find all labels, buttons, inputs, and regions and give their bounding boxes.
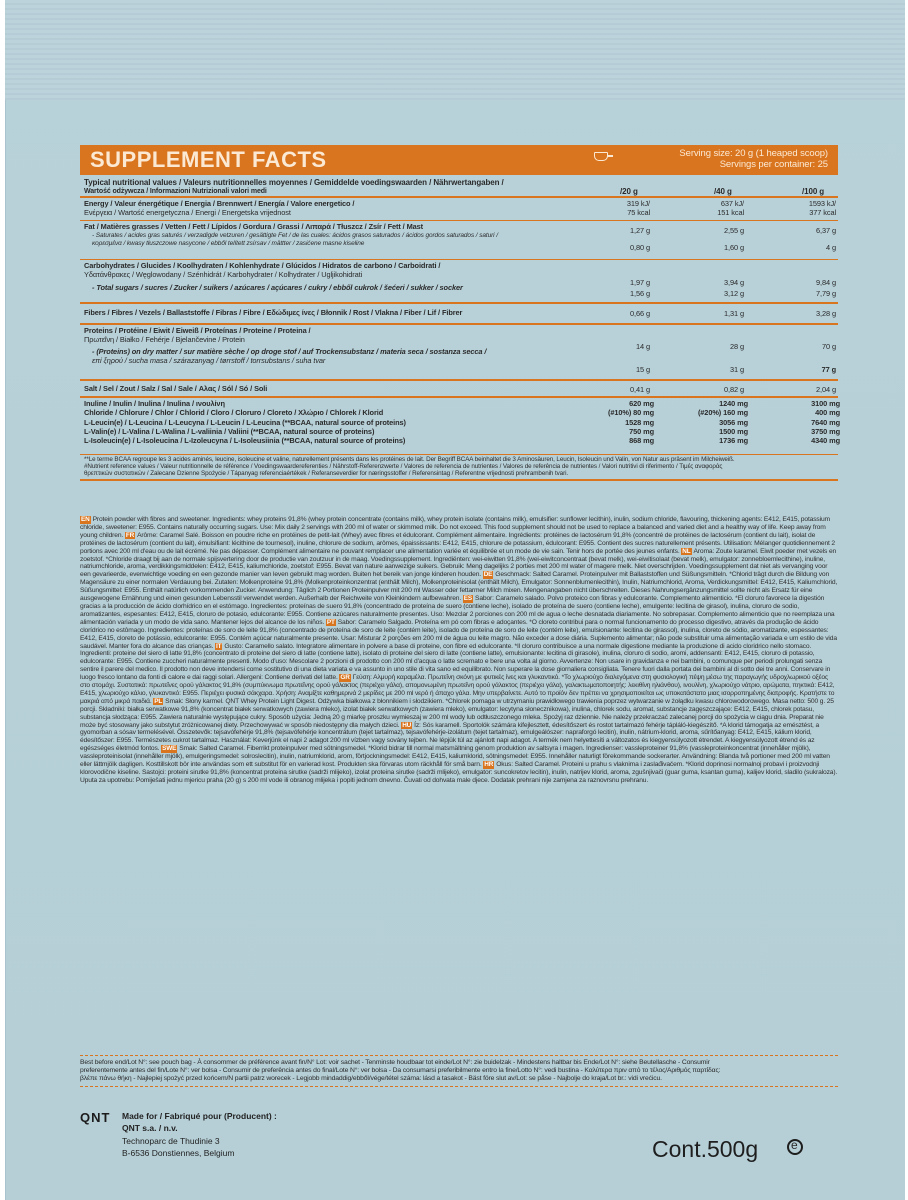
nutrient-row-energy: Energy / Valeur énergétique / Energia / Brennwert / Energía / Valore energetico / Ενέργεια / Wartość energetyczna / Energi / Energetska vrijednost 319 kJ/ 637 kJ/ 1593 kJ/ 75 kcal 151 kcal 377 kcal [84, 199, 836, 218]
nutrient-row-fat: Fat / Matières grasses / Vetten / Fett / Lípidos / Gordura / Grassi / Λιπαρά / Tłuszcz / Zsír / Fett / Mast 1,27 g 2,55 g 6,37 g - Saturates / acides gras saturés / verzadigde vetzuren / gesättigte Fet / de las cuales: ácidos grasos saturados / ácidos gordos saturados / saturi / κορεσμένα / kwasy tłuszczowe nasycone / ebből telített zsírsav / mättter / zasićene masne kiseline 0,80 g 1,60 g 4 g [84, 222, 836, 252]
scoop-icon [594, 152, 608, 161]
row-isoleucine: L-Isoleucin(e) / L-Isoleucina / L-Izoleucyna / L-Isoleusiinia (**BCAA, natural source of proteins) 868 mg 1736 mg 4340 mg [84, 436, 840, 446]
amino-acid-rows [80, 398, 838, 454]
column-header-40g: /40 g [714, 187, 732, 196]
best-before-block: Best before end/Lot N°: see pouch bag - À consommer de préférence avant fin/N° Lot: voir sachet - Tenminste houdbaar tot einde/Lot N°: zie buidelzak - Mindestens haltbar bis Ende/Lot N°: siehe Beutellasche - Consumir preferentemente antes del fin/Lote N°: ver bolsa - Consumir de preferência antes do final/Lote N°: ver bolsa - Da consumarsi preferibilmente entro la fine/Lotto N°: vedi bustina - Καλύτερα πριν από το τέλος/Αριθμός παρτίδας: βλέπε πάνω θήκη - Najlepiej spożyć przed końcem/N partii patrz worecek - Legjobb mindaddig/ebből/vége/tétel száma: lásd a tasakot - Bäst före slut av/Lot: se påse - Najbolje do kraja/Lot br.: vidi vrećicu. [80, 1052, 838, 1090]
manufacturer-info: Made for / Fabriqué pour (Producent) : QNT s.a. / n.v. Technoparc de Thudinie 3 B-6536 Donstiennes, Belgium [122, 1111, 277, 1158]
nutrient-row-fibers: Fibers / Fibres / Vezels / Ballaststoffe / Fibras / Fibre / Εδώδιμες ίνες / Błonnik / Rost / Vlakna / Fiber / Lif / Fibrer 0,66 g 1,31 g 3,28 g [84, 308, 836, 318]
facts-subtitle [80, 175, 838, 196]
servings-per-container: Servings per container: 25 [719, 158, 828, 170]
nutrient-row-protein: Proteins / Protéine / Eiwit / Eiweiß / Proteínas / Proteine / Proteina / Πρωτεΐνη / Białko / Fehérje / Bjelančevine / Protein 14 g 28 g 70 g - (Proteins) on dry matter / sur matière sèche / op droge stof / auf Trockensubstanz / materia seca / sostanza secca / επί ξηρού / sucha masa / szárazanyag / tørrstoff / torrsubstans / suha tvar 15 g 31 g 77 g [84, 326, 836, 374]
divider [80, 479, 838, 481]
subtitle-line: Wartość odżywcza / Informazioni Nutrizionali valori medi [84, 187, 267, 195]
brand-logo: QNT [80, 1110, 111, 1125]
facts-title: SUPPLEMENT FACTS [90, 147, 327, 172]
supplement-facts-panel [80, 145, 838, 507]
footnotes: **Le terme BCAA regroupe les 3 acides aminés, leucine, isoleucine et valine, naturellement présents dans les protéines de lait. Der Begriff BCAA beinhaltet die 3 Aminosäuren, Leucin, Isoleucin und Valin, von Natur aus präsent im Milcheiweiß. #Nutrient reference values / Valeur nutritionnelle de référence / Voedingswaardereferenties / Nährstoff-Referenzwerte / Valores de referencia de nutrientes / Valores de referência de nutrientes / Valori nutritivi di riferimento / Τιμές αναφοράς θρεπτικών συστατικών / Zalecane Dzienne Spożycie / Tápanyag referenciaértékek / Referanseverdier for næringsstoffer / Referensintag / Referentne vrijednosti prehrambenih tvari. [84, 456, 735, 478]
facts-header [80, 145, 838, 175]
column-header-20g: /20 g [620, 187, 638, 196]
divider [80, 1086, 838, 1087]
row-inulin: Inuline / Inulin / Inulina / Inulina / ινουλίνη 620 mg 1240 mg 3100 mg [84, 399, 840, 408]
nutrient-row-salt: Salt / Sel / Zout / Salz / Sal / Sale / Αλας / Sól / Só / Soli 0,41 g 0,82 g 2,04 g [84, 384, 836, 394]
row-chloride: Chloride / Chlorure / Chlor / Chlorid / Cloro / Cloruro / Cloreto / Χλώριο / Chlorek / Klorid (#10%) 80 mg (#20%) 160 mg 400 mg [84, 408, 840, 418]
divider [80, 1055, 838, 1056]
ingredients-block [80, 516, 838, 785]
subtitle-line: Typical nutritional values / Valeurs nutritionnelles moyennes / Gemiddelde voedingswaarden / Nährwertangaben / [84, 178, 504, 187]
row-valine: L-Valin(e) / L-Valina / L-Walina / L-valiinia / Valiini (**BCAA, natural source of proteins) 750 mg 1500 mg 3750 mg [84, 426, 840, 436]
serving-size: Serving size: 20 g (1 heaped scoop) [679, 148, 828, 159]
serving-info [679, 149, 828, 171]
ingredients-paragraph: EN Protein powder with fibres and sweetener. Ingredients: whey proteins 91,8% (whey protein concentrate (contains milk), whey protein isolate (contains milk), emulsifier: sunflower lecithin), inulin, sodium chloride, flavouring, thickening agents: E412, E415, potassium chloride, sweetener: E955. Contains naturally occurring sugars. Use: Mix daily 2 servings with 200 ml of water or skimmed milk. Do not exceed. This food supplement should not be used to replace a balanced and varied diet and a healthy way of life. Keep away from young children. FR Arôme: Caramel Salé. Boisson en poudre riche en protéines de petit-lait (Whey) avec fibres et édulcorant. Complément alimentaire. Ingrédients: protéines de lactosérum 91,8% (concentré de protéines de lactosérum (contient du lait), isolat de protéines de lactosérum (contient du lait), émulsifiant: lécithine de tournesol), inuline, chlorure de sodium, arômes, épaississants: E412, E415, chlorure de potassium, édulcorant: E955. Contient des sucres naturellement présents. Utilisation: Mélanger quotidiennement 2 portions avec 200 ml d'eau ou de lait écrémé. Ne pas dépasser. Complément alimentaire ne pouvant remplacer une alimentation variée et équilibrée et un mode de vie sain. Tenir hors de portée des jeunes enfants. NL Aroma: Zoute karamel. Eiwit poeder met vezels en zoetstof. *Chloride draagt bij aan de normale spijsvertering door de productie van zoutzuur in de maag. Voedingssupplement. Ingrediënten: wei-eiwitten 91,8% (wei-eiwitconcentraat (bevat melk), wei-eiwitisolaat (bevat melk), emulgator: zonnebloemlecithine), inuline, natriumchloride, aroma, verdikkingsmiddelen: E412, E415, kaliumchloride, zoetstof: E955. Bevat van nature aanwezige suikers. Gebruik: Meng dagelijks 2 porties met 200 ml water of magere melk. Niet overschrijden. Voedingssupplement dat niet als vervanging voor een gevarieerde, evenwichtige voeding en een gezonde manier van leven gebruikt mag worden. Buiten het bereik van jonge kinderen houden. DE Geschmack: Salted Caramel. Proteinpulver mit Ballaststoffen und Süßungsmitteln. *Chlorid trägt durch die Bildung von Magensäure zu einer normalen Verdauung bei. Zutaten: Molkenproteine 91,8% (Molkenproteinkonzentrat (enthält Milch), Molkenproteinisolat (enthält Milch), Emulgator: Sonnenblumenlecithin), Inulin, Natriumchlorid, Aroma, Verdickungsmittel: E412, E415, Kaliumchlorid, Süßungsmittel: E955. Enthält natürlich vorkommenden Zucker. Anwendung: Täglich 2 Portionen Proteinpulver mit 200 ml Wasser oder fettarmer Milch mixen. Mengenangaben nicht überschreiten. Dieses Nahrungsergänzungsmittel sollte nicht als Ersatz für eine ausgewogene Ernährung und einen gesunden Lebensstil verwendet werden. Außerhalb der Reichweite von Kleinkindern aufbewahren. ES Sabor: Caramelo salado. Polvo proteico con fibras y edulcorante. Complemento alimenticio. *El cloruro favorece la digestión gracias a la producción de ácido clorhídrico en el estómago. Ingredientes: proteínas de suero 91,8% (concentrado de proteína de suero (contiene leche), isolado de proteína de suero (contiene leche), emulgente: lecitina de girasol), inulina, cloruro de sodio, aromatizantes, espesantes: E412, E415, cloruro de potasio, edulcorante: E955. Contiene azúcares naturalmente presentes. Uso: Mezclar 2 porciones con 200 ml de agua o leche desnatada diariamente. No sobrepasar. Complemento alimenticio que no reemplaza una alimentación variada y un modo de vida sano. Mantener lejos del alcance de los niños. PT Sabor: Caramelo Salgado. Proteína em pó com fibras e adoçantes. *O cloreto contribui para o normal funcionamento do processo digestivo, através da produção de ácido clorídrico no estômago. Ingredientes: proteínas de soro de leite 91,8% (concentrado de proteína de soro de leite (contém leite), isolado de proteína de soro de leite (contém leite), emulsionante: lecitina de girassol), inulina, cloreto de sódio, aromatizante, espessantes: E412, E415, cloreto de potássio, edulcorante: E955. Contém açúcar naturalmente presente. Usar: Misturar 2 porções em 200 ml de água ou leite magro. Não exceder a dose diária. Suplemento alimentar; não pode substituir uma alimentação variada e um estilo de vida saudável. Manter fora do alcance das crianças. IT Gusto: Caramello salato. Integratore alimentare in polvere a base di proteine, con fibre ed edulcorante. *Il cloruro contribuisce a una normale digestione mediante la produzione di acido cloridrico nello stomaco. Ingredienti: proteine del siero di latte 91,8% (concentrato di proteine del siero di latte (contiene latte), isolato di proteine del siero di latte (contiene latte), emulsionante: lecitina di girasole), inulina, cloruro di sodio, aromi, addensanti: E412, E415, cloruro di potassio, edulcorante: E955. Contiene zuccheri naturalmente presenti. Modo d'uso: Mescolare 2 porzioni di prodotto con 200 ml d'acqua o latte scremato e bere una volta al giorno. Avvertenze: Non usare in gravidanza e nei bambini, o comunque per periodi prolungati senza sentire il parere del medico. Il prodotto non deve intendersi come sostitutivo di una dieta variata e va assunto in uno stile di vita sano ed equilibrato. Non superare la dose giornaliera consigliata. Tenere fuori dalla portata dei bambini al di sotto dei tre anni. Conservare in luogo fresco lontano da fonti di calore e dai raggi solari. Allergeni: Contiene derivati del latte. GR Γεύση: Αλμυρή καραμέλα. Πρωτεΐνη σκόνη με φυτικές ίνες και γλυκαντικό. *Το χλωριούχο διαλεγόμενα στη φυσιολογική πέψη μέσω της παραγωγής υδροχλωρικού οξέος στο στομάχι. Συστατικά: πρωτεΐνες ορού γάλακτος 91,8% (συμπύκνωμα πρωτεΐνης ορού γάλακτος (περιέχει γάλα), απομονωμένη πρωτεΐνη ορού γάλακτος (περιέχει γάλα), γαλακτωματοποιητής: λεκιθίνη ηλιάνθου), ινουλίνη, χλωριούχο νάτριο, αρώματα, πηκτικά: E412, E415, χλωριούχο κάλιο, γλυκαντικό: E955. Περιέχει φυσικά σάκχαρα. Χρήση: Αναμίξτε καθημερινά 2 μερίδες με 200 ml νερό ή άπαχο γάλα. Μην υπερβαίνετε. Αυτό το προϊόν δεν πρέπει να χρησιμοποιείται ως υποκατάστατο μιας ισορροπημένης διατροφής. Κρατήστε το μακριά από μικρά παιδιά. PL Smak: Słony karmel. QNT Whey Protein Light Digest. Odżywka białkowa z błonnikiem i słodzikiem. *Chlorek pomaga w utrzymaniu prawidłowego trawienia poprzez wytwarzanie w żołądku kwasu chlorowodorowego. Masa netto: 500 g. 25 porcji. Składniki: białka serwatkowe 91,8% (koncentrat białek serwatkowych (zawiera mleko), izolat białek serwatkowych (zawiera mleko), emulgator: lecytyna słonecznikowa), inulina, chlorek sodu, aromat, substancje zagęszczające: E412, E415, chlorek potasu, substancja słodząca: E955. Zawiera naturalnie występujące cukry. Sposób użycia: Jedną 20 g miarkę proszku wymieszaj w 200 ml wody lub odtłuszczonego mleka. Spożyj raz dziennie. Nie należy przekraczać zalecanej porcji do spożycia w ciągu dnia. Preparat nie może być stosowany jako substytut zróżnicowanej diety. Przechowywać w sposób niedostępny dla małych dzieci. HU Íz: Sós karamell. Sportolók számára kifejlesztett, édesítőszert és rostot tartalmazó fehérje tápláló-kiegészítő. *A klorid támogatja az emésztést, a gyomorban a sósav termelésével. Összetevők: tejsavófehérje 91,8% (tejsavófehérje koncentrátum (tejet tartalmaz), tejsavófehérje-izolátum (tejet tartalmaz), emulgeálószer: napraforgó lecitin), inulin, nátrium-klorid, aroma, sűrítőanyag: E412, E415, kálium klorid, édesítőszer: E955. Természetes cukrot tartalmaz. Használat: Keverjünk el napi 2 adagot 200 ml vízben vagy sovány tejben. Ne lépjük túl az ajánlott napi adagot. A termék nem helyettesíti a változatos és kiegyensúlyozott étrendet. A kiegyensúlyozott étrend és az egészséges életmód fontos. SWE Smak: Salted Caramel. Fiberrikt proteinpulver med sötningsmedel. *Klorid bidrar till normal matsmältning genom produktion av saltsyra i magen. Ingredienser: vassleproteiner 91,8% (vassleproteinkoncentrat (innehåller mjölk), vassleproteinisolat (innehåller mjölk), emulgeringsmedel: solroslecitin), inulin, natriumklorid, arom, förtjockningsmedel: E412, E415, kaliumklorid, sötningsmedel: E955. Innehåller naturligt förekommande sockerarter. Användning: Blanda två portioner med 200 ml vatten eller lättmjölk dagligen. Kosttillskott bör inte användas som ett substitut för en varierad kost. Produkten ska förvaras utom räckhåll för små barn. HR Okus: Salted Caramel. Proteini u prahu s vlaknima i zaslađivačem. *Klorid doprinosi normalnoj probavi i proizvodnji klorovodične kiseline. Sastojci: proteini sirutke 91,8% (koncentrat proteina sirutke (sadrži mlijeko), izolat proteina sirutke (sadrži mlijeko), emulgator: suncokretov lecitin), inulin, natrijev klorid, aroma, zgušnjivači (guar guma, ksantan guma), kalijev klorid, sladilo (sukraloza). Uputa za upotrebu: Pomiješati jednu mjericu praha (20 g) s 200 ml vode ili obranog mlijeka i popiti jednom dnevno. Čuvati od dohvata male djece. Dodatak prehrani nije zamjena za raznovrsnu prehranu. [80, 516, 838, 784]
nutrient-row-carbohydrates: Carbohydrates / Glucides / Koolhydraten / Kohlenhydrate / Glúcidos / Hidratos de carbono / Carboidrati / Υδατάνθρακες / Węglowodany / Szénhidrát / Karbohydrater / Kolhydrater / Ugljikohidrati 1,97 g 3,94 g 9,84 g - Total sugars / sucres / Zucker / suikers / azúcares / açúcares / cukry / ebből cukrok / šećeri / sukker / socker 1,56 g 3,12 g 7,79 g [84, 261, 836, 298]
column-header-100g: /100 g [802, 187, 825, 196]
net-content: Cont.500g [652, 1136, 759, 1162]
estimated-sign-icon [787, 1139, 803, 1155]
heat-seal-strip [5, 0, 905, 100]
row-leucine: L-Leucin(e) / L-Leucina / L-Leucyna / L-Leucin / L-Leucina (**BCAA, natural source of proteins) 1528 mg 3056 mg 7640 mg [84, 417, 840, 427]
